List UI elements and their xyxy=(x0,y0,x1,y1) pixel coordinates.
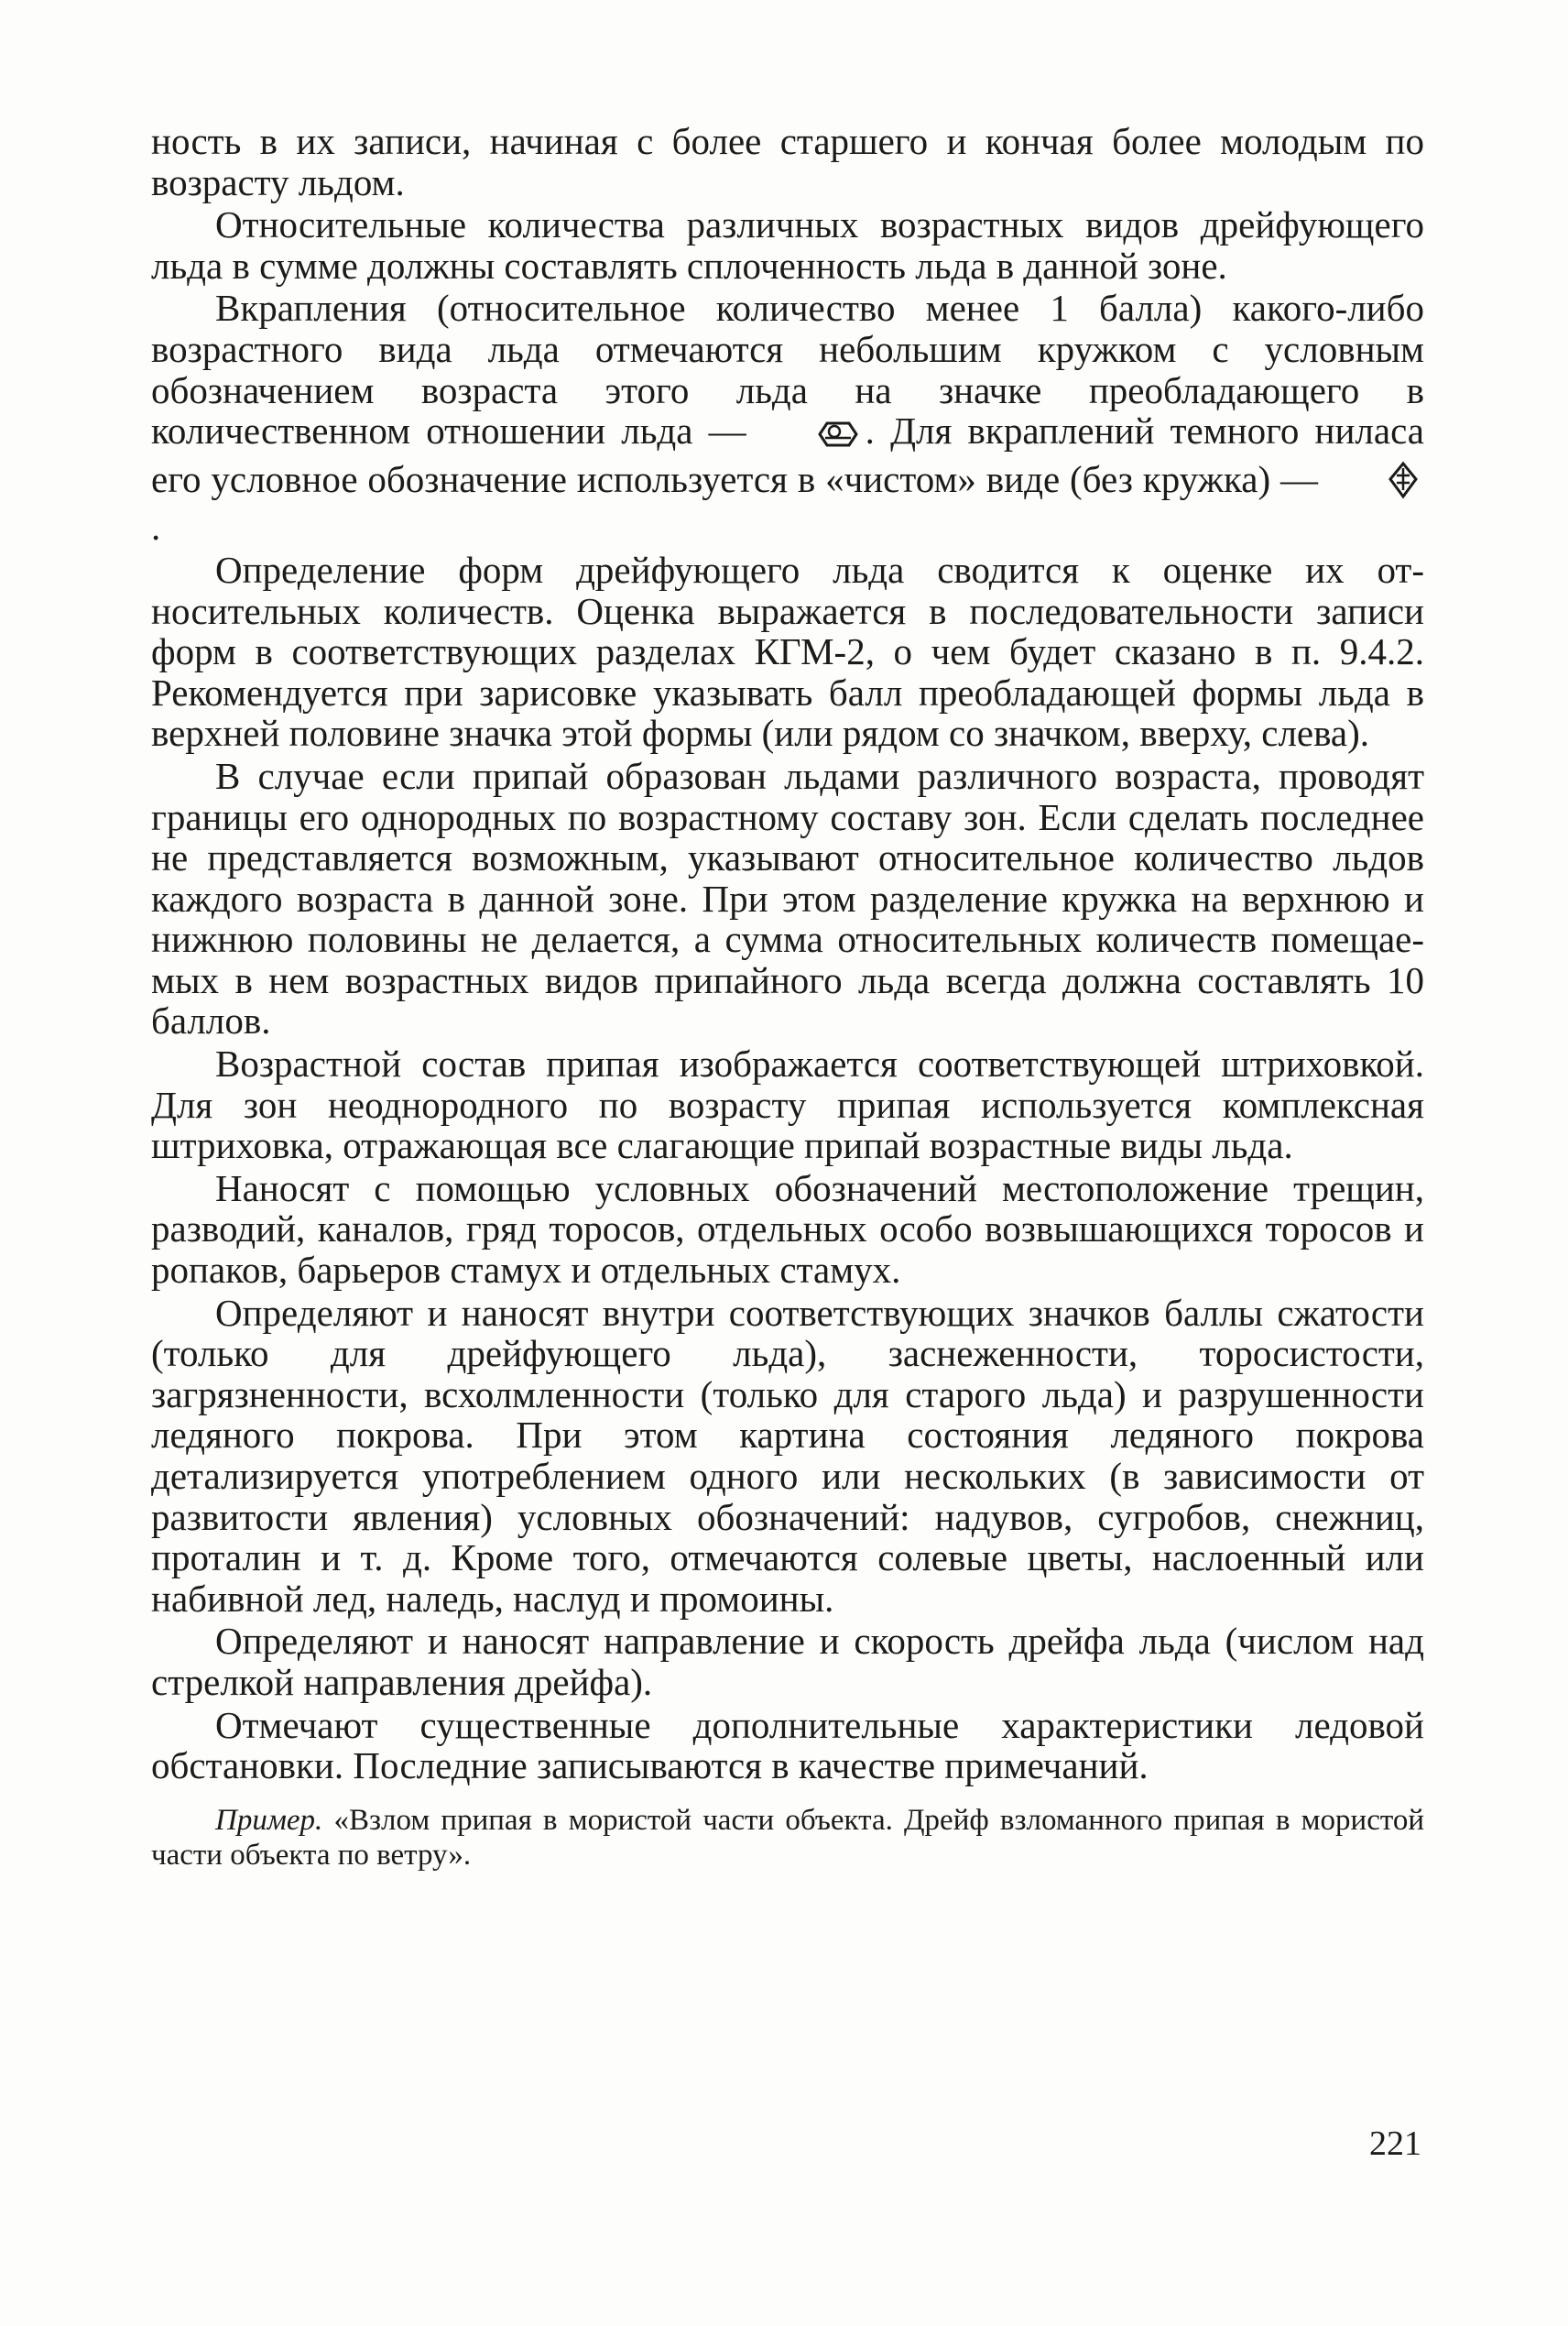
paragraph-1: ность в их записи, начиная с более старшего и кончая более молодым по возрасту льдом. xyxy=(151,120,1424,203)
paragraph-6: Возрастной состав припая изображается соответствующей штриховкой. Для зон неоднородного по возрасту припая используется комплексная штриховка, отражающая все слагающие припай возрастные виды льда. xyxy=(151,1043,1424,1167)
paragraph-10: Отмечают существенные дополнительные характеристики ледовой обстановки. Последние записываются в качестве примечаний. xyxy=(151,1703,1424,1787)
paragraph-5: В случае если припай образован льдами различного возраста, проводят границы его однородных по возрастному составу зон. Если сделать последнее не представляется возможным, указывают относительное количество льдов каждого возраста в данной зоне. При этом разделение кружка на верхнюю и нижнюю половины не делается, а сумма относительных количеств помещаемых в нем возрастных видов припайного льда всегда должна составлять 10 баллов. xyxy=(151,754,1424,1043)
ice-inclusion-symbol-icon xyxy=(752,418,860,459)
paragraph-3-part-a: Вкрапления (относительное количество менее 1 балла) какого-либо возрастного вида льда отмечаются небольшим кружком с условным обозначением возраста этого льда на значке преобладающего в количественном отношении льда — xyxy=(151,287,1424,453)
paragraph-4: Определение форм дрейфующего льда сводится к оценке их относительных количеств. Оценка выражается в последовательности записи форм в соответствующих разделах КГМ-2, о чем будет сказано в п. 9.4.2. Рекомендуется при зарисовке указывать балл преобладающей формы льда в верхней половине значка этой формы (или рядом со значком, вверху, слева). xyxy=(151,548,1424,755)
paragraph-2: Относительные количества различных возрастных видов дрейфующего льда в сумме должны составлять сплоченность льда в данной зоне. xyxy=(151,203,1424,287)
example-lead: Пример. xyxy=(215,1803,323,1837)
paragraph-3-part-c: . xyxy=(151,506,161,549)
page-body xyxy=(151,121,1424,1903)
paragraph-7: Наносят с помощью условных обозначений местоположение трещин, разводий, каналов, гряд торосов, отдельных особо возвышающихся торосов и ропаков, барьеров стамух и отдельных стамух. xyxy=(151,1166,1424,1292)
example-text: «Взлом припая в мористой части объекта. Дрейф взломанного припая в мористой части объекта по ветру». xyxy=(151,1803,1424,1872)
paragraph-8: Определяют и наносят внутри соответствующих значков баллы сжатости (только для дрейфующего льда), заснеженности, торосистости, загрязненности, всхолмленности (только для старого льда) и разрушенности ледяного покрова. При этом картина состояния ледяного покрова детализируется употреблением одного или нескольких (в зависимости от развитости явления) условных обозначений: надувов, сугробов, снежниц, проталин и т. д. Кроме того, отмечаются солевые цветы, наслоенный или набивной лед, наледь, наслуд и промоины. xyxy=(151,1291,1424,1620)
paragraph-3 xyxy=(151,288,1424,548)
example-note xyxy=(151,1803,1424,1873)
paragraph-3-part-b: . Для вкраплений темного ниласа его условное обозначение используется в «чистом» виде (без кружка) — xyxy=(151,410,1424,500)
paragraph-9: Определяют и наносят направление и скорость дрейфа льда (числом над стрелкой направления дрейфа). xyxy=(151,1620,1424,1703)
page-number: 221 xyxy=(1369,2124,1421,2163)
dark-nilas-symbol-icon xyxy=(1323,461,1419,508)
